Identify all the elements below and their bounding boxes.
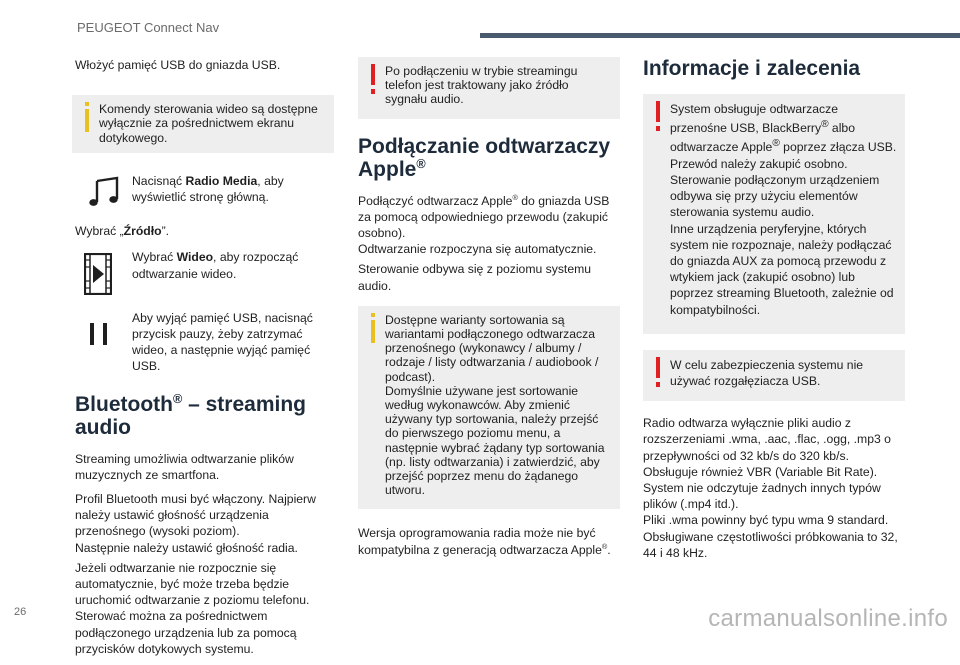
page-number: 26 [14, 606, 27, 618]
warn-players-text-3: Inne urządzenia peryferyjne, których system nie rozpoznaje, należy podłączać do gniazda AUX za pomocą przewodu z wtykiem jack (zakupić osobno) lub poprzez streaming Bluetooth, zależnie od kompatybilności. [670, 221, 894, 317]
radio-media-step [75, 173, 325, 205]
info-icon [367, 313, 379, 343]
column-3 [643, 57, 905, 569]
warning-icon [367, 64, 379, 94]
warning-box-streaming [358, 57, 620, 119]
auto-play-text: Odtwarzanie rozpoczyna się automatycznie. [358, 242, 597, 257]
usb-instruction: Włożyć pamięć USB do gniazda USB. [75, 58, 281, 72]
info-icon [81, 102, 93, 132]
video-icon [84, 253, 112, 295]
radio-media-text: Nacisnąć Radio Media, aby wyświetlić stronę główną. [132, 173, 284, 205]
warn-players-text-2: Sterowanie podłączonym urządzeniem odbywa się przy użyciu elementów sterowania systemu audio. [670, 172, 880, 220]
profile-text: Profil Bluetooth musi być włączony. Najpierw należy ustawić głośność urządzenia przenośnego (wysoki poziom). Następnie należy ustawić głośność radia. [75, 491, 325, 556]
warn-splitter-text: W celu zabezpieczenia systemu nie używać rozgałęziacza USB. [670, 357, 864, 388]
source-label: Źródło [123, 224, 162, 239]
warning-streaming-text: Po podłączeniu w trybie streamingu telefon jest traktowany jako źródło sygnału audio. [385, 64, 578, 107]
pause-text: Aby wyjąć pamięć USB, nacisnąć przycisk pauzy, żeby zatrzymać wideo, a następnie wyjąć pamięć USB. [132, 310, 313, 374]
pause-icon [89, 323, 109, 345]
frequency-text: Obsługiwane częstotliwości próbkowania to 32, 44 i 48 kHz. [643, 529, 898, 560]
warn-players-text-1: System obsługuje odtwarzacze przenośne USB, BlackBerry® albo odtwarzacze Apple® poprzez złącza USB. Przewód należy zakupić osobno. [670, 102, 897, 171]
pause-step [75, 310, 325, 375]
music-note-icon [88, 175, 122, 209]
bluetooth-heading: Bluetooth® – streaming audio [75, 391, 306, 439]
connect-text: Podłączyć odtwarzacz Apple® do gniazda USB za pomocą odpowiedniego przewodu (zakupić osobno). Odtwarzanie rozpoczyna się automatycznie. [358, 193, 620, 258]
info-box-video [72, 95, 334, 153]
info-heading: Informacje i zalecenia [643, 57, 861, 80]
warning-icon [652, 101, 664, 131]
streaming-text: Streaming umożliwia odtwarzanie plików muzycznych ze smartfona. [75, 451, 294, 482]
audio-control-text: Sterowanie odbywa się z poziomu systemu audio. [358, 262, 592, 293]
control-text: Jeżeli odtwarzanie nie rozpocznie się automatycznie, być może trzeba będzie uruchomić odtwarzanie z poziomu telefonu. Sterować można za pośrednictwem podłączonego urządzenia lub za pomocą przycisków dotykowych systemu. [75, 560, 310, 656]
header-title: PEUGEOT Connect Nav [77, 20, 220, 35]
video-text: Wybrać Wideo, aby rozpocząć odtwarzanie wideo. [132, 250, 299, 281]
vbr-text: Obsługuje również VBR (Variable Bit Rate). [643, 464, 878, 479]
warning-icon [652, 357, 664, 387]
formats-text: Radio odtwarza wyłącznie pliki audio z rozszerzeniami .wma, .aac, .flac, .ogg, .mp3 o przepływności od 32 kb/s do 320 kb/s. Obsługuje również VBR (Variable Bit Rate). System nie odczytuje żadnych innych typów plików (.mp4 itd.). Pliki .wma powinny być typu wma 9 standard. Obsługiwane częstotliwości próbkowania to 32, 44 i 48 kHz. [643, 415, 905, 561]
video-label: Wideo [176, 250, 214, 265]
source-instruction: Wybrać „Źródło”. [75, 224, 170, 239]
other-files-text: System nie odczytuje żadnych innych typów plików (.mp4 itd.). [643, 480, 881, 512]
warning-box-splitter [643, 350, 905, 401]
volume-text: Następnie należy ustawić głośność radia. [75, 540, 298, 555]
header-bar [480, 33, 960, 38]
column-1 [75, 57, 325, 665]
info-sort-text-2: Domyślnie używane jest sortowanie według wykonawców. Aby zmienić używany typ sortowania, należy przejść do pierwszego poziomu menu, a następnie wybrać żądany typ sortowania (np. listy odtwarzania) i zatwierdzić, aby przejść poprzez menu do żądanego utworu. [385, 383, 605, 498]
wma-text: Pliki .wma powinny być typu wma 9 standard. [643, 513, 889, 528]
column-2 [358, 57, 620, 566]
info-sort-text-1: Dostępne warianty sortowania są wariantami podłączonego odtwarzacza przenośnego (wykonawcy / albumy / rodzaje / listy odtwarzania / audiobook / podcast). [385, 312, 599, 384]
warning-box-players [643, 94, 905, 334]
info-video-text: Komendy sterowania wideo są dostępne wyłącznie za pośrednictwem ekranu dotykowego. [99, 102, 318, 145]
version-text: Wersja oprogramowania radia może nie być kompatybilna z generacją odtwarzacza Apple®. [358, 526, 611, 557]
info-box-sorting [358, 306, 620, 510]
video-step [75, 249, 325, 281]
radio-media-label: Radio Media [185, 173, 258, 188]
watermark: carmanualsonline.info [708, 605, 948, 632]
apple-heading: Podłączanie odtwarzaczy Apple® [358, 134, 611, 181]
